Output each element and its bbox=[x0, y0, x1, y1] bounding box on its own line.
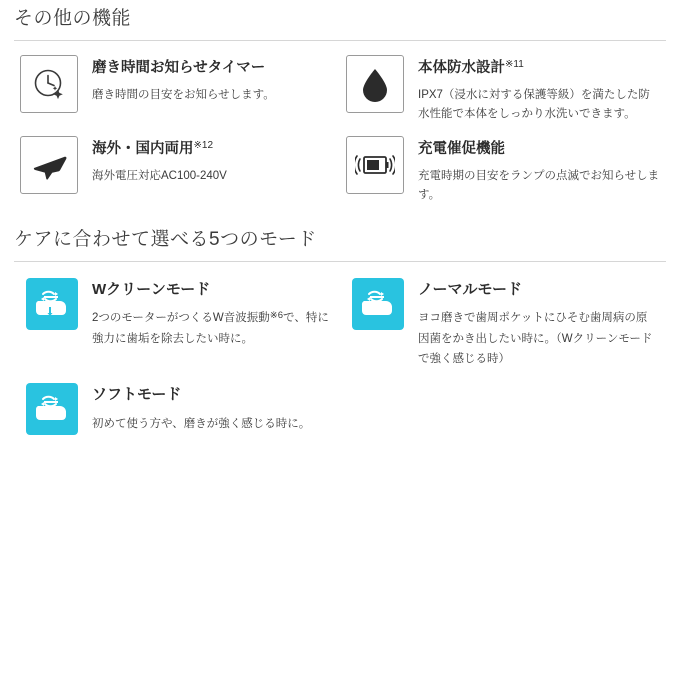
feature-body bbox=[92, 55, 340, 105]
feature-item bbox=[14, 136, 340, 205]
feature-title-text: 海外・国内両用 bbox=[92, 140, 194, 157]
feature-desc: 磨き時間の目安をお知らせします。 bbox=[92, 88, 275, 101]
features-grid bbox=[0, 41, 680, 221]
airplane-icon bbox=[20, 136, 78, 194]
feature-desc: 充電時期の目安をランプの点滅でお知らせします。 bbox=[418, 169, 660, 201]
mode-item bbox=[340, 278, 666, 369]
feature-title-note: ※12 bbox=[193, 139, 214, 151]
feature-item bbox=[14, 55, 340, 124]
mode-title: Wクリーンモード bbox=[92, 280, 211, 298]
feature-title bbox=[92, 59, 334, 77]
feature-item bbox=[340, 136, 666, 205]
features-section-title: その他の機能 bbox=[14, 8, 132, 29]
mode-desc: ヨコ磨きで歯周ポケットにひそむ歯周病の原因菌をかき出したい時に。（Wクリーンモードで強く感じる時） bbox=[418, 312, 653, 365]
mode-body bbox=[92, 278, 340, 349]
mode-item bbox=[14, 278, 340, 369]
mode-body bbox=[418, 278, 666, 369]
feature-title-note: ※11 bbox=[505, 58, 524, 70]
soft-mode-icon bbox=[26, 383, 78, 435]
mode-title: ソフトモード bbox=[92, 385, 182, 403]
feature-desc: IPX7（浸水に対する保護等級）を満たした防水性能で本体をしっかり水洗いできます。 bbox=[418, 88, 650, 120]
modes-grid bbox=[0, 262, 680, 449]
feature-body bbox=[418, 136, 666, 205]
mode-desc-note: ※6 bbox=[269, 310, 284, 322]
charge-battery-icon bbox=[346, 136, 404, 194]
feature-title-text: 本体防水設計 bbox=[418, 59, 505, 76]
feature-title bbox=[418, 59, 660, 77]
mode-desc: 初めて使う方や、磨きが強く感じる時に。 bbox=[92, 417, 311, 430]
mode-title: ノーマルモード bbox=[418, 280, 522, 298]
water-drop-icon bbox=[346, 55, 404, 113]
feature-title bbox=[418, 140, 660, 158]
mode-body bbox=[92, 383, 340, 434]
mode-desc-part: で、特に強力に歯垢を除去したい時に。 bbox=[92, 312, 329, 345]
feature-title bbox=[92, 140, 334, 158]
normal-mode-icon bbox=[352, 278, 404, 330]
w-clean-mode-icon bbox=[26, 278, 78, 330]
feature-item bbox=[340, 55, 666, 124]
mode-item bbox=[14, 383, 340, 435]
feature-title-text: 磨き時間お知らせタイマー bbox=[92, 59, 266, 76]
feature-desc: 海外電圧対応AC100-240V bbox=[92, 169, 227, 182]
mode-desc bbox=[92, 308, 330, 348]
modes-section-title: ケアに合わせて選べる5つのモード bbox=[14, 228, 317, 250]
timer-clock-icon bbox=[20, 55, 78, 113]
mode-desc-part: 2つのモーターがつくるW音波振動 bbox=[92, 312, 270, 325]
feature-body bbox=[92, 136, 340, 186]
feature-body bbox=[418, 55, 666, 124]
feature-title-text: 充電催促機能 bbox=[418, 140, 505, 157]
